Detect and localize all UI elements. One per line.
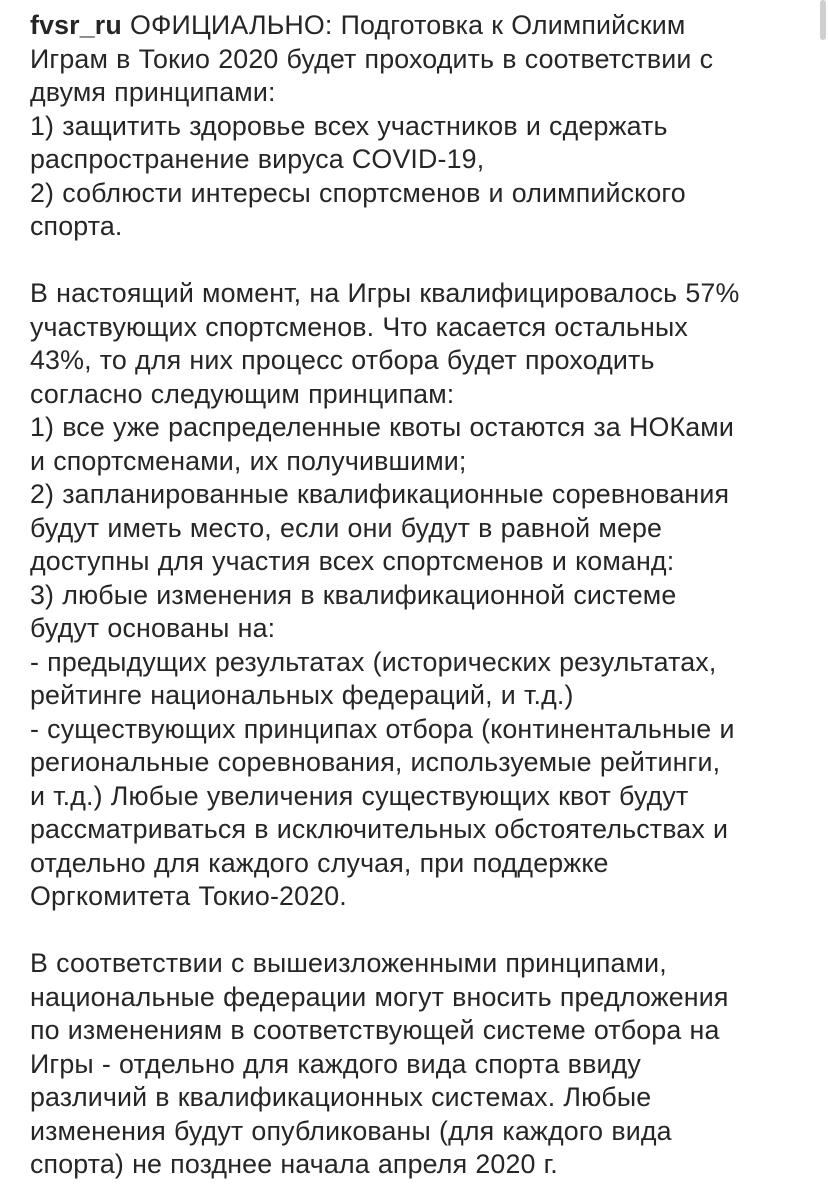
- username-link[interactable]: fvsr_ru: [30, 10, 122, 40]
- caption-line: двумя принципами:: [30, 77, 276, 107]
- paragraph-gap: [30, 914, 810, 948]
- caption-line: 43%, то для них процесс отбора будет проходить: [30, 345, 655, 375]
- caption-line: согласно следующим принципам:: [30, 378, 455, 409]
- caption-line: Играм в Токио 2020 будет проходить в соответствии с: [30, 43, 714, 74]
- caption-line: и т.д.) Любые увеличения существующих квот будут: [30, 780, 689, 811]
- caption-line: В настоящий момент, на Игры квалифицировалось 57%: [30, 278, 740, 308]
- caption-line: отдельно для каждого случая, при поддержке: [30, 847, 609, 878]
- caption-line: 3) любые изменения в квалификационной системе: [30, 579, 677, 610]
- caption-line: 1) все уже распределенные квоты остаются за НОКами: [30, 412, 734, 442]
- caption-line: региональные соревнования, используемые рейтинги,: [30, 747, 721, 777]
- caption-line: - предыдущих результатах (исторических результатах,: [30, 646, 717, 677]
- caption-line: 1) защитить здоровье всех участников и сдержать: [30, 110, 668, 141]
- scrollbar-thumb[interactable]: [820, 0, 826, 40]
- caption-line: будут основаны на:: [30, 613, 276, 643]
- caption-line: 2) соблюсти интересы спортсменов и олимпийского: [30, 177, 686, 208]
- caption-line: распространение вируса COVID-19,: [30, 144, 485, 174]
- caption-line: рейтинге национальных федераций, и т.д.): [30, 680, 574, 710]
- caption-line: по изменениям в соответствующей системе отбора на: [30, 1015, 720, 1045]
- caption-line: 2) запланированные квалификационные соревнования: [30, 479, 730, 509]
- caption-paragraph-3: [30, 947, 810, 1182]
- caption-line: спорта) не позднее начала апреля 2020 г.: [30, 1149, 558, 1179]
- caption-line: Оргкомитета Токио-2020.: [30, 881, 347, 911]
- paragraph-gap: [30, 244, 810, 278]
- caption-line: национальные федерации могут вносить предложения: [30, 981, 729, 1012]
- caption-text: ОФИЦИАЛЬНО: Подготовка к Олимпийским: [130, 10, 686, 40]
- caption-line: [30, 9, 810, 43]
- caption-line: будут иметь место, если они будут в равной мере: [30, 512, 663, 543]
- post-caption: [30, 9, 810, 1182]
- caption-line: Игры - отдельно для каждого вида спорта ввиду: [30, 1048, 641, 1079]
- caption-line: изменения будут опубликованы (для каждого вида: [30, 1115, 672, 1146]
- caption-line: спорта.: [30, 211, 123, 241]
- caption-line: и спортсменами, их получившими;: [30, 445, 467, 476]
- caption-line: участвующих спортсменов. Что касается остальных: [30, 311, 688, 342]
- caption-paragraph-2: [30, 277, 810, 914]
- caption-line: доступны для участия всех спортсменов и команд:: [30, 546, 675, 576]
- caption-line: различий в квалификационных системах. Любые: [30, 1082, 652, 1112]
- caption-line: В соответствии с вышеизложенными принципами,: [30, 948, 667, 978]
- scrollbar[interactable]: [818, 0, 828, 1194]
- caption-line: - существующих принципах отбора (континентальные и: [30, 713, 735, 744]
- caption-paragraph-1: [30, 9, 810, 244]
- caption-line: рассматриваться в исключительных обстоятельствах и: [30, 814, 729, 844]
